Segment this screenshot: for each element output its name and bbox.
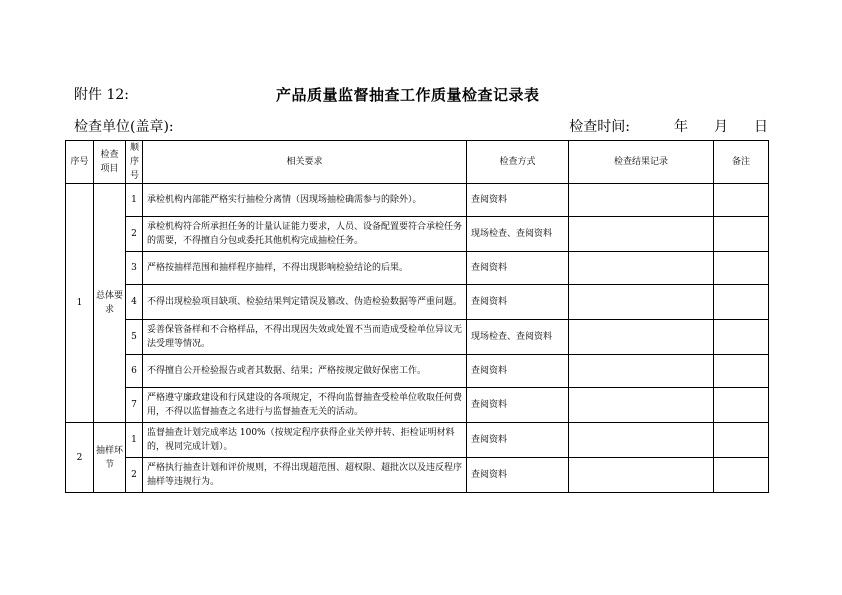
table-row — [66, 355, 769, 388]
attachment-label: 附件 12: — [74, 87, 129, 103]
row-method: 现场检查、查阅资料 — [467, 217, 569, 252]
row-note-cell[interactable] — [714, 355, 769, 388]
row-requirement: 承检机构内部能严格实行抽检分离情（因现场抽检确需参与的除外）。 — [143, 184, 467, 217]
row-note-cell[interactable] — [714, 423, 769, 458]
row-result-cell[interactable] — [569, 184, 714, 217]
row-note-cell[interactable] — [714, 320, 769, 355]
row-requirement: 监督抽查计划完成率达 100%（按规定程序获得企业关停并转、拒检证明材料的，视同完成计划）。 — [143, 423, 467, 458]
row-note-cell[interactable] — [714, 252, 769, 285]
table-row — [66, 217, 769, 252]
row-method: 查阅资料 — [467, 355, 569, 388]
row-method: 查阅资料 — [467, 388, 569, 423]
page-title: 产品质量监督抽查工作质量检查记录表 — [276, 86, 540, 104]
day-label: 日 — [754, 119, 768, 135]
col-header-seq: 顺序号 — [126, 141, 143, 184]
header-line — [74, 84, 768, 106]
year-label: 年 — [674, 119, 688, 135]
col-header-method: 检查方式 — [467, 141, 569, 184]
table-header-row — [66, 141, 769, 184]
table-row — [66, 388, 769, 423]
row-seq: 7 — [126, 388, 143, 423]
row-result-cell[interactable] — [569, 355, 714, 388]
row-result-cell[interactable] — [569, 458, 714, 493]
row-seq: 3 — [126, 252, 143, 285]
row-method: 查阅资料 — [467, 184, 569, 217]
row-method: 查阅资料 — [467, 458, 569, 493]
row-seq: 5 — [126, 320, 143, 355]
row-seq: 1 — [126, 423, 143, 458]
row-result-cell[interactable] — [569, 388, 714, 423]
row-requirement: 不得擅自公开检验报告或者其数据、结果；严格按规定做好保密工作。 — [143, 355, 467, 388]
group-no: 1 — [66, 184, 94, 423]
row-note-cell[interactable] — [714, 184, 769, 217]
row-result-cell[interactable] — [569, 285, 714, 320]
row-result-cell[interactable] — [569, 217, 714, 252]
inspection-time-label: 检查时间: — [569, 119, 630, 135]
row-method: 查阅资料 — [467, 285, 569, 320]
record-table — [65, 140, 769, 493]
col-header-no: 序号 — [66, 141, 94, 184]
row-method: 查阅资料 — [467, 252, 569, 285]
col-header-requirement: 相关要求 — [143, 141, 467, 184]
row-note-cell[interactable] — [714, 217, 769, 252]
unit-time-line — [74, 116, 768, 138]
inspection-unit-label: 检查单位(盖章): — [74, 119, 174, 135]
row-requirement: 严格执行抽查计划和评价规则，不得出现超范围、超权限、超批次以及违反程序抽样等违规行为。 — [143, 458, 467, 493]
table-row — [66, 184, 769, 217]
group-item: 抽样环节 — [94, 423, 126, 493]
row-result-cell[interactable] — [569, 423, 714, 458]
col-header-note: 备注 — [714, 141, 769, 184]
row-note-cell[interactable] — [714, 388, 769, 423]
month-label: 月 — [714, 119, 728, 135]
table-row — [66, 320, 769, 355]
row-requirement: 承检机构符合所承担任务的计量认证能力要求，人员、设备配置要符合承检任务的需要，不得擅自分包或委托其他机构完成抽检任务。 — [143, 217, 467, 252]
row-result-cell[interactable] — [569, 252, 714, 285]
row-seq: 4 — [126, 285, 143, 320]
row-method: 现场检查、查阅资料 — [467, 320, 569, 355]
table-row — [66, 252, 769, 285]
table-row — [66, 423, 769, 458]
row-requirement: 不得出现检验项目缺项、检验结果判定错误及篡改、伪造检验数据等严重问题。 — [143, 285, 467, 320]
col-header-item: 检查项目 — [94, 141, 126, 184]
row-requirement: 妥善保管备样和不合格样品，不得出现因失效或处置不当而造成受检单位异议无法受理等情况。 — [143, 320, 467, 355]
row-result-cell[interactable] — [569, 320, 714, 355]
row-note-cell[interactable] — [714, 458, 769, 493]
table-row — [66, 285, 769, 320]
row-method: 查阅资料 — [467, 423, 569, 458]
table-row — [66, 458, 769, 493]
row-seq: 2 — [126, 217, 143, 252]
col-header-result: 检查结果记录 — [569, 141, 714, 184]
row-seq: 6 — [126, 355, 143, 388]
row-note-cell[interactable] — [714, 285, 769, 320]
row-seq: 2 — [126, 458, 143, 493]
group-no: 2 — [66, 423, 94, 493]
row-seq: 1 — [126, 184, 143, 217]
row-requirement: 严格按抽样范围和抽样程序抽样，不得出现影响检验结论的后果。 — [143, 252, 467, 285]
group-item: 总体要求 — [94, 184, 126, 423]
row-requirement: 严格遵守廉政建设和行风建设的各项规定，不得向监督抽查受检单位收取任何费用，不得以监督抽查之名进行与监督抽查无关的活动。 — [143, 388, 467, 423]
inspection-time — [569, 116, 768, 136]
